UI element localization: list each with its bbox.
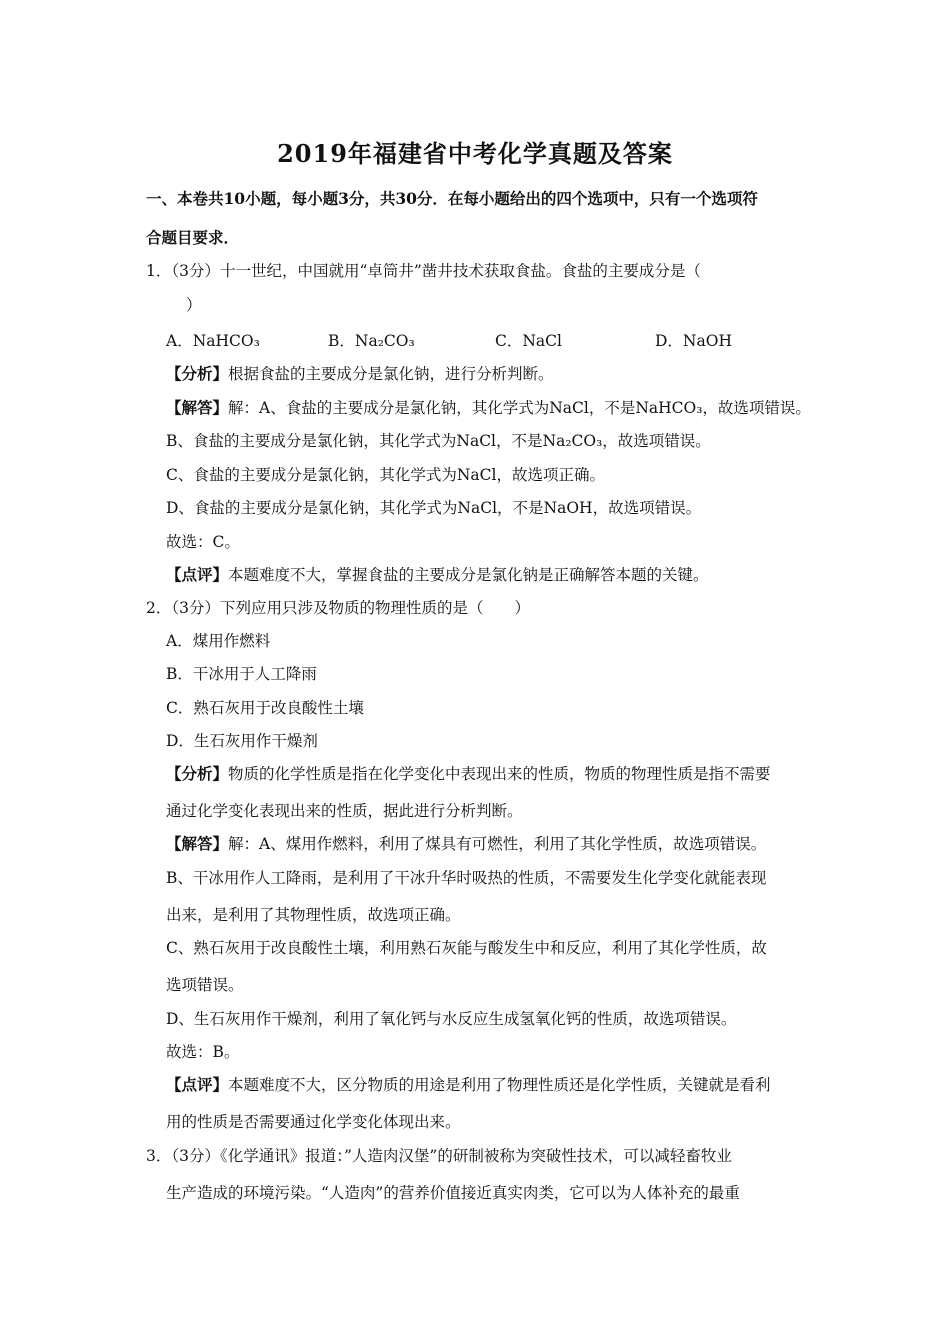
q1-option-b: B．Na₂CO₃ — [328, 332, 415, 350]
q2-analysis-text: 物质的化学性质是指在化学变化中表现出来的性质，物质的物理性质是指不需要 — [228, 765, 771, 783]
q1-analysis-text: 根据食盐的主要成分是氯化钠，进行分析判断。 — [228, 365, 554, 383]
q2-option-d: D．生石灰用作干燥剂 — [166, 732, 318, 750]
q2-option-a: A．煤用作燃料 — [166, 632, 271, 650]
answer-tag: 【解答】 — [166, 398, 229, 417]
q2-stem: 2．（3分）下列应用只涉及物质的物理性质的是（ ） — [146, 599, 530, 617]
q2-analysis-line2: 通过化学变化表现出来的性质，据此进行分析判断。 — [166, 802, 523, 820]
q1-answer-b: B、食盐的主要成分是氯化钠，其化学式为NaCl，不是Na₂CO₃，故选项错误。 — [166, 432, 711, 450]
q1-option-d: D．NaOH — [655, 332, 732, 350]
q2-answer-c-line1: C、熟石灰用于改良酸性土壤，利用熟石灰能与酸发生中和反应，利用了其化学性质，故 — [166, 939, 767, 957]
comment-tag: 【点评】 — [166, 1075, 229, 1094]
q2-answer-a — [166, 833, 766, 855]
q3-stem-line1: 3．（3分）《化学通讯》报道：”人造肉汉堡”的研制被称为突破性技术，可以减轻畜牧业 — [146, 1147, 732, 1165]
q2-answer-a-text: 解：A、煤用作燃料，利用了煤具有可燃性，利用了其化学性质，故选项错误。 — [228, 835, 767, 853]
q1-stem-line1: 1．（3分）十一世纪，中国就用“卓筒井”凿井技术获取食盐。食盐的主要成分是（ — [146, 262, 701, 280]
q2-choice: 故选：B。 — [166, 1043, 240, 1061]
q1-analysis — [166, 363, 554, 385]
q1-answer-a-text: 解：A、食盐的主要成分是氯化钠，其化学式为NaCl，不是NaHCO₃，故选项错误。 — [228, 399, 811, 417]
q1-comment-text: 本题难度不大，掌握食盐的主要成分是氯化钠是正确解答本题的关键。 — [228, 566, 709, 584]
analysis-tag: 【分析】 — [166, 364, 229, 383]
q2-option-b: B．干冰用于人工降雨 — [166, 665, 317, 683]
q1-answer-a — [166, 397, 811, 419]
q2-comment-line2: 用的性质是否需要通过化学变化体现出来。 — [166, 1113, 461, 1131]
q1-choice: 故选：C。 — [166, 533, 240, 551]
q2-answer-d: D、生石灰用作干燥剂，利用了氧化钙与水反应生成氢氧化钙的性质，故选项错误。 — [166, 1010, 737, 1028]
comment-tag: 【点评】 — [166, 565, 229, 584]
q1-comment — [166, 564, 709, 586]
q2-comment-text: 本题难度不大，区分物质的用途是利用了物理性质还是化学性质，关键就是看利 — [228, 1076, 771, 1094]
q2-answer-b-line2: 出来，是利用了其物理性质，故选项正确。 — [166, 906, 461, 924]
q2-option-c: C．熟石灰用于改良酸性土壤 — [166, 699, 364, 717]
q2-analysis-line1 — [166, 763, 771, 785]
analysis-tag: 【分析】 — [166, 764, 229, 783]
q2-answer-c-line2: 选项错误。 — [166, 976, 244, 994]
section-header-line1: 一、本卷共10小题，每小题3分，共30分．在每小题给出的四个选项中，只有一个选项符 — [146, 189, 758, 208]
q1-answer-d: D、食盐的主要成分是氯化钠，其化学式为NaCl，不是NaOH，故选项错误。 — [166, 499, 702, 517]
page-title: 2019年福建省中考化学真题及答案 — [277, 139, 673, 168]
section-header-line2: 合题目要求． — [146, 228, 240, 247]
q1-option-c: C．NaCl — [495, 332, 562, 350]
q3-stem-line2: 生产造成的环境污染。“人造肉”的营养价值接近真实肉类，它可以为人体补充的最重 — [166, 1184, 740, 1202]
q1-stem-line2: ） — [186, 296, 202, 314]
q2-answer-b-line1: B、干冰用作人工降雨，是利用了干冰升华时吸热的性质，不需要发生化学变化就能表现 — [166, 869, 767, 887]
q1-option-a: A．NaHCO₃ — [166, 332, 260, 350]
q1-answer-c: C、食盐的主要成分是氯化钠，其化学式为NaCl，故选项正确。 — [166, 466, 605, 484]
q2-comment-line1 — [166, 1074, 771, 1096]
answer-tag: 【解答】 — [166, 834, 229, 853]
